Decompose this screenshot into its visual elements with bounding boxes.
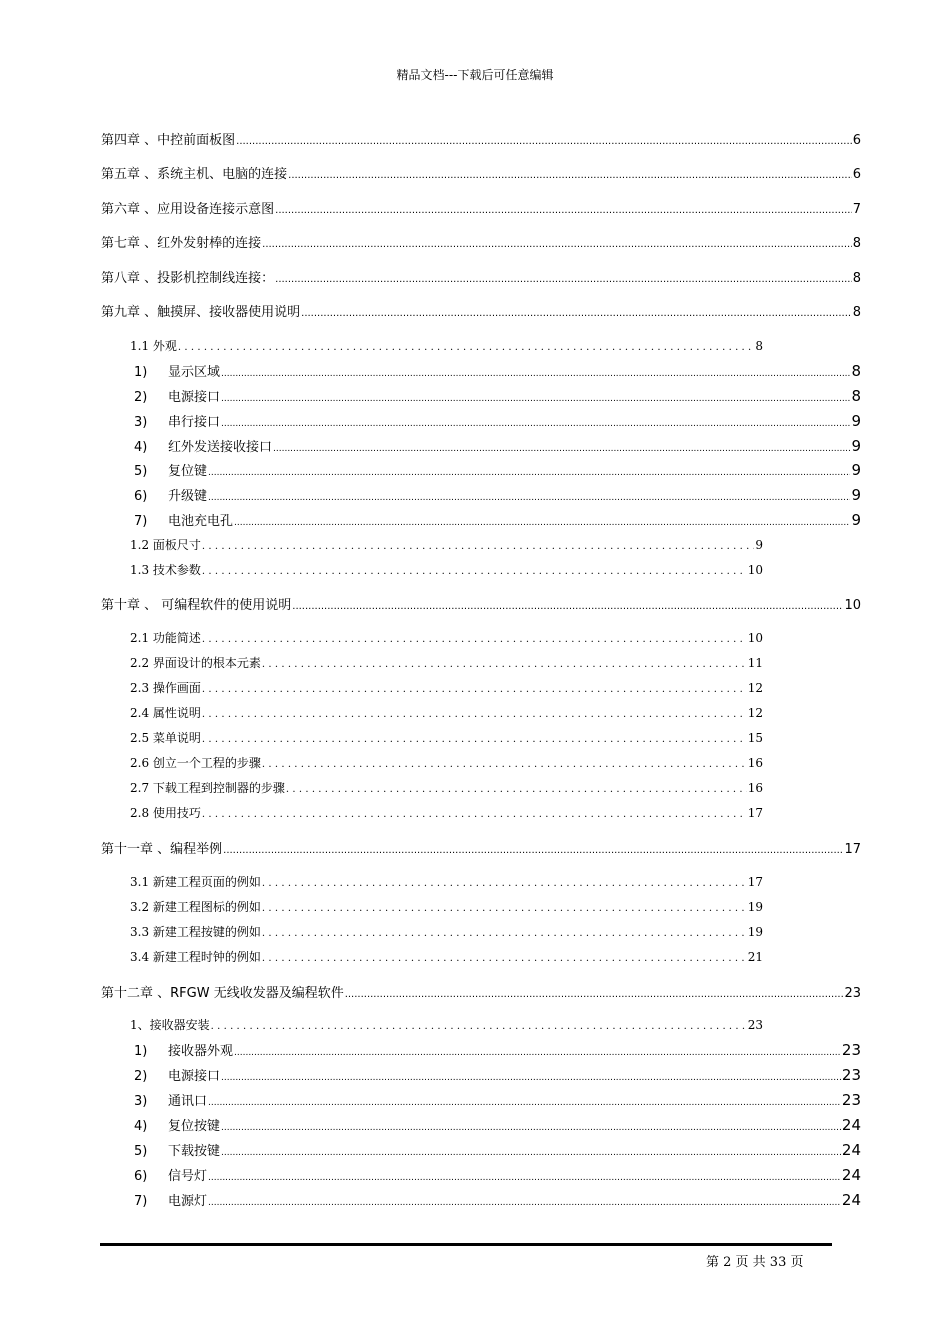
toc-entry[interactable]	[130, 704, 763, 721]
toc-dot-leader	[202, 706, 747, 720]
toc-entry-title: 2.8 使用技巧	[130, 806, 201, 820]
toc-page-number: 9	[755, 538, 763, 552]
toc-entry[interactable]	[130, 754, 763, 771]
toc-entry-title: 电池充电孔	[168, 514, 234, 529]
toc-dot-leader	[273, 440, 850, 455]
toc-entry-number: 3)	[134, 415, 148, 430]
toc-dot-leader	[286, 781, 747, 795]
toc-dot-leader	[202, 731, 747, 745]
toc-entry-title: 红外发送接收接口	[168, 440, 273, 455]
toc-page-number: 8	[755, 339, 763, 353]
toc-entry[interactable]	[130, 654, 763, 671]
toc-entry-title: 第十一章 、编程举例	[101, 842, 223, 857]
toc-dot-leader	[221, 1119, 841, 1134]
toc-page-number: 23	[841, 1041, 861, 1059]
toc-dot-leader	[208, 489, 850, 504]
toc-entry-number: 4)	[134, 440, 148, 455]
toc-page-number: 11	[747, 656, 763, 670]
toc-dot-leader	[262, 950, 747, 964]
toc-entry-number: 6)	[134, 489, 148, 504]
toc-entry[interactable]	[134, 436, 861, 455]
toc-entry-title: 2.1 功能简述	[130, 631, 201, 645]
toc-page-number: 19	[747, 900, 763, 914]
toc-dot-leader	[221, 415, 850, 430]
toc-dot-leader	[301, 305, 852, 320]
toc-page-number: 8	[852, 236, 861, 251]
toc-dot-leader	[208, 1094, 841, 1109]
toc-entry[interactable]	[134, 1140, 861, 1159]
toc-entry[interactable]	[130, 629, 763, 646]
toc-entry-title: 第六章 、应用设备连接示意图	[101, 202, 275, 217]
toc-dot-leader	[262, 756, 747, 770]
toc-entry[interactable]	[130, 948, 763, 965]
toc-page-number: 21	[747, 950, 763, 964]
toc-page-number: 24	[841, 1166, 861, 1184]
toc-entry-number: 4)	[134, 1119, 148, 1134]
toc-entry-number: 1)	[134, 365, 148, 380]
toc-entry-title: 3.2 新建工程图标的例如	[130, 900, 261, 914]
toc-entry[interactable]	[134, 485, 861, 504]
toc-entry-title: 下载按键	[168, 1144, 221, 1159]
toc-entry[interactable]	[130, 873, 763, 890]
toc-entry-title: 2.3 操作画面	[130, 681, 201, 695]
toc-entry[interactable]	[130, 779, 763, 796]
toc-entry[interactable]	[134, 1090, 861, 1109]
toc-entry[interactable]	[134, 1190, 861, 1209]
toc-dot-leader	[262, 900, 747, 914]
toc-entry[interactable]	[130, 337, 763, 354]
toc-page-number: 7	[852, 202, 861, 217]
toc-entry-title: 第四章 、中控前面板图	[101, 133, 236, 148]
toc-entry[interactable]	[101, 594, 861, 613]
toc-entry-title: 复位按键	[168, 1119, 221, 1134]
toc-entry-title: 第七章 、红外发射棒的连接	[101, 236, 262, 251]
toc-entry[interactable]	[134, 361, 861, 380]
toc-entry[interactable]	[130, 1016, 763, 1033]
toc-entry-number: 2)	[134, 390, 148, 405]
toc-dot-leader	[208, 1169, 841, 1184]
toc-entry[interactable]	[134, 1065, 861, 1084]
toc-page-number: 8	[851, 362, 861, 380]
toc-entry[interactable]	[101, 982, 861, 1001]
toc-page-number: 10	[747, 563, 763, 577]
toc-entry-title: 3.1 新建工程页面的例如	[130, 875, 261, 889]
footer-divider	[100, 1243, 832, 1246]
toc-dot-leader	[234, 1044, 841, 1059]
toc-dot-leader	[202, 681, 747, 695]
toc-entry[interactable]	[134, 386, 861, 405]
toc-entry-title: 1.3 技术参数	[130, 563, 201, 577]
toc-entry-title: 第十二章 、RFGW 无线收发器及编程软件	[101, 986, 344, 1001]
toc-entry[interactable]	[130, 561, 763, 578]
toc-page-number: 10	[747, 631, 763, 645]
toc-dot-leader	[211, 1018, 747, 1032]
toc-entry-title: 电源接口	[168, 390, 221, 405]
toc-page-number: 12	[747, 681, 763, 695]
toc-entry-number: 6)	[134, 1169, 148, 1184]
toc-entry[interactable]	[101, 301, 861, 320]
toc-entry-title: 复位键	[168, 464, 208, 479]
toc-page-number: 12	[747, 706, 763, 720]
toc-dot-leader	[221, 1144, 841, 1159]
toc-entry-title: 3.4 新建工程时钟的例如	[130, 950, 261, 964]
toc-page-number: 10	[844, 598, 861, 613]
toc-page-number: 8	[852, 271, 861, 286]
toc-entry-title: 升级键	[168, 489, 208, 504]
toc-page-number: 17	[747, 875, 763, 889]
toc-page-number: 23	[844, 986, 861, 1001]
toc-page-number: 24	[841, 1191, 861, 1209]
toc-entry-title: 第九章 、触摸屏、接收器使用说明	[101, 305, 301, 320]
toc-entry-title: 3.3 新建工程按键的例如	[130, 925, 261, 939]
toc-page-number: 17	[844, 842, 861, 857]
toc-dot-leader	[292, 598, 843, 613]
toc-page-number: 6	[852, 133, 861, 148]
toc-page-number: 16	[747, 781, 763, 795]
toc-dot-leader	[223, 842, 843, 857]
toc-entry[interactable]	[101, 163, 861, 182]
toc-entry[interactable]	[101, 838, 861, 857]
toc-dot-leader	[202, 806, 747, 820]
toc-dot-leader	[275, 271, 852, 286]
toc-page-number: 8	[852, 305, 861, 320]
toc-entry-title: 1、接收器安装	[130, 1018, 210, 1032]
toc-entry-title: 接收器外观	[168, 1044, 234, 1059]
toc-page-number: 24	[841, 1141, 861, 1159]
toc-entry-title: 第五章 、系统主机、电脑的连接	[101, 167, 288, 182]
toc-entry-title: 电源接口	[168, 1069, 221, 1084]
toc-page-number: 15	[747, 731, 763, 745]
toc-entry[interactable]	[101, 198, 861, 217]
toc-entry[interactable]	[134, 411, 861, 430]
toc-page-number: 23	[747, 1018, 763, 1032]
toc-entry-number: 7)	[134, 1194, 148, 1209]
toc-entry[interactable]	[134, 1115, 861, 1134]
toc-dot-leader	[275, 202, 852, 217]
toc-entry[interactable]	[130, 923, 763, 940]
toc-page-number: 9	[851, 412, 861, 430]
toc-entry-title: 通讯口	[168, 1094, 208, 1109]
toc-dot-leader	[208, 1194, 841, 1209]
toc-page-number: 6	[852, 167, 861, 182]
toc-dot-leader	[262, 656, 747, 670]
toc-entry[interactable]	[134, 460, 861, 479]
toc-entry-number: 2)	[134, 1069, 148, 1084]
toc-dot-leader	[202, 538, 754, 552]
toc-entry-number: 3)	[134, 1094, 148, 1109]
toc-entry[interactable]	[130, 729, 763, 746]
toc-entry-title: 第十章 、 可编程软件的使用说明	[101, 598, 292, 613]
toc-page-number: 19	[747, 925, 763, 939]
toc-entry-title: 第八章 、投影机控制线连接：	[101, 271, 275, 286]
toc-entry-title: 2.6 创立一个工程的步骤	[130, 756, 261, 770]
toc-dot-leader	[262, 875, 747, 889]
toc-entry-number: 7)	[134, 514, 148, 529]
toc-entry[interactable]	[130, 679, 763, 696]
toc-entry-title: 显示区域	[168, 365, 221, 380]
toc-entry-title: 电源灯	[168, 1194, 208, 1209]
toc-page-number: 23	[841, 1091, 861, 1109]
toc-entry[interactable]	[134, 510, 861, 529]
toc-page-number: 9	[851, 461, 861, 479]
toc-entry[interactable]	[101, 129, 861, 148]
toc-entry[interactable]	[101, 232, 861, 251]
toc-dot-leader	[236, 133, 852, 148]
toc-dot-leader	[262, 236, 852, 251]
toc-page-number: 17	[747, 806, 763, 820]
toc-entry-number: 5)	[134, 464, 148, 479]
toc-dot-leader	[202, 563, 747, 577]
toc-dot-leader	[262, 925, 747, 939]
toc-dot-leader	[221, 1069, 841, 1084]
toc-entry-title: 1.1 外观	[130, 339, 177, 353]
toc-entry-title: 信号灯	[168, 1169, 208, 1184]
toc-dot-leader	[178, 339, 754, 353]
toc-dot-leader	[208, 464, 850, 479]
toc-entry-title: 串行接口	[168, 415, 221, 430]
toc-entry-number: 5)	[134, 1144, 148, 1159]
toc-entry[interactable]	[134, 1040, 861, 1059]
toc-entry[interactable]	[130, 898, 763, 915]
toc-page-number: 8	[851, 387, 861, 405]
page-footer: 第 2 页 共 33 页	[706, 1255, 804, 1270]
toc-entry-title: 2.4 属性说明	[130, 706, 201, 720]
toc-page-number: 9	[851, 437, 861, 455]
toc-page-number: 9	[851, 486, 861, 504]
toc-dot-leader	[202, 631, 747, 645]
toc-entry-title: 2.5 菜单说明	[130, 731, 201, 745]
toc-entry[interactable]	[101, 267, 861, 286]
toc-page-number: 16	[747, 756, 763, 770]
toc-page-number: 9	[851, 511, 861, 529]
toc-entry-number: 1)	[134, 1044, 148, 1059]
toc-entry[interactable]	[130, 804, 763, 821]
toc-entry-title: 1.2 面板尺寸	[130, 538, 201, 552]
toc-dot-leader	[221, 365, 850, 380]
toc-entry[interactable]	[130, 536, 763, 553]
toc-entry[interactable]	[134, 1165, 861, 1184]
toc-page-number: 23	[841, 1066, 861, 1084]
toc-entry-title: 2.7 下载工程到控制器的步骤	[130, 781, 285, 795]
toc-dot-leader	[345, 986, 844, 1001]
toc-dot-leader	[221, 390, 850, 405]
toc-entry-title: 2.2 界面设计的根本元素	[130, 656, 261, 670]
toc-dot-leader	[234, 514, 850, 529]
toc-page-number: 24	[841, 1116, 861, 1134]
page-header: 精品文档---下载后可任意编辑	[396, 68, 554, 82]
toc-dot-leader	[288, 167, 852, 182]
